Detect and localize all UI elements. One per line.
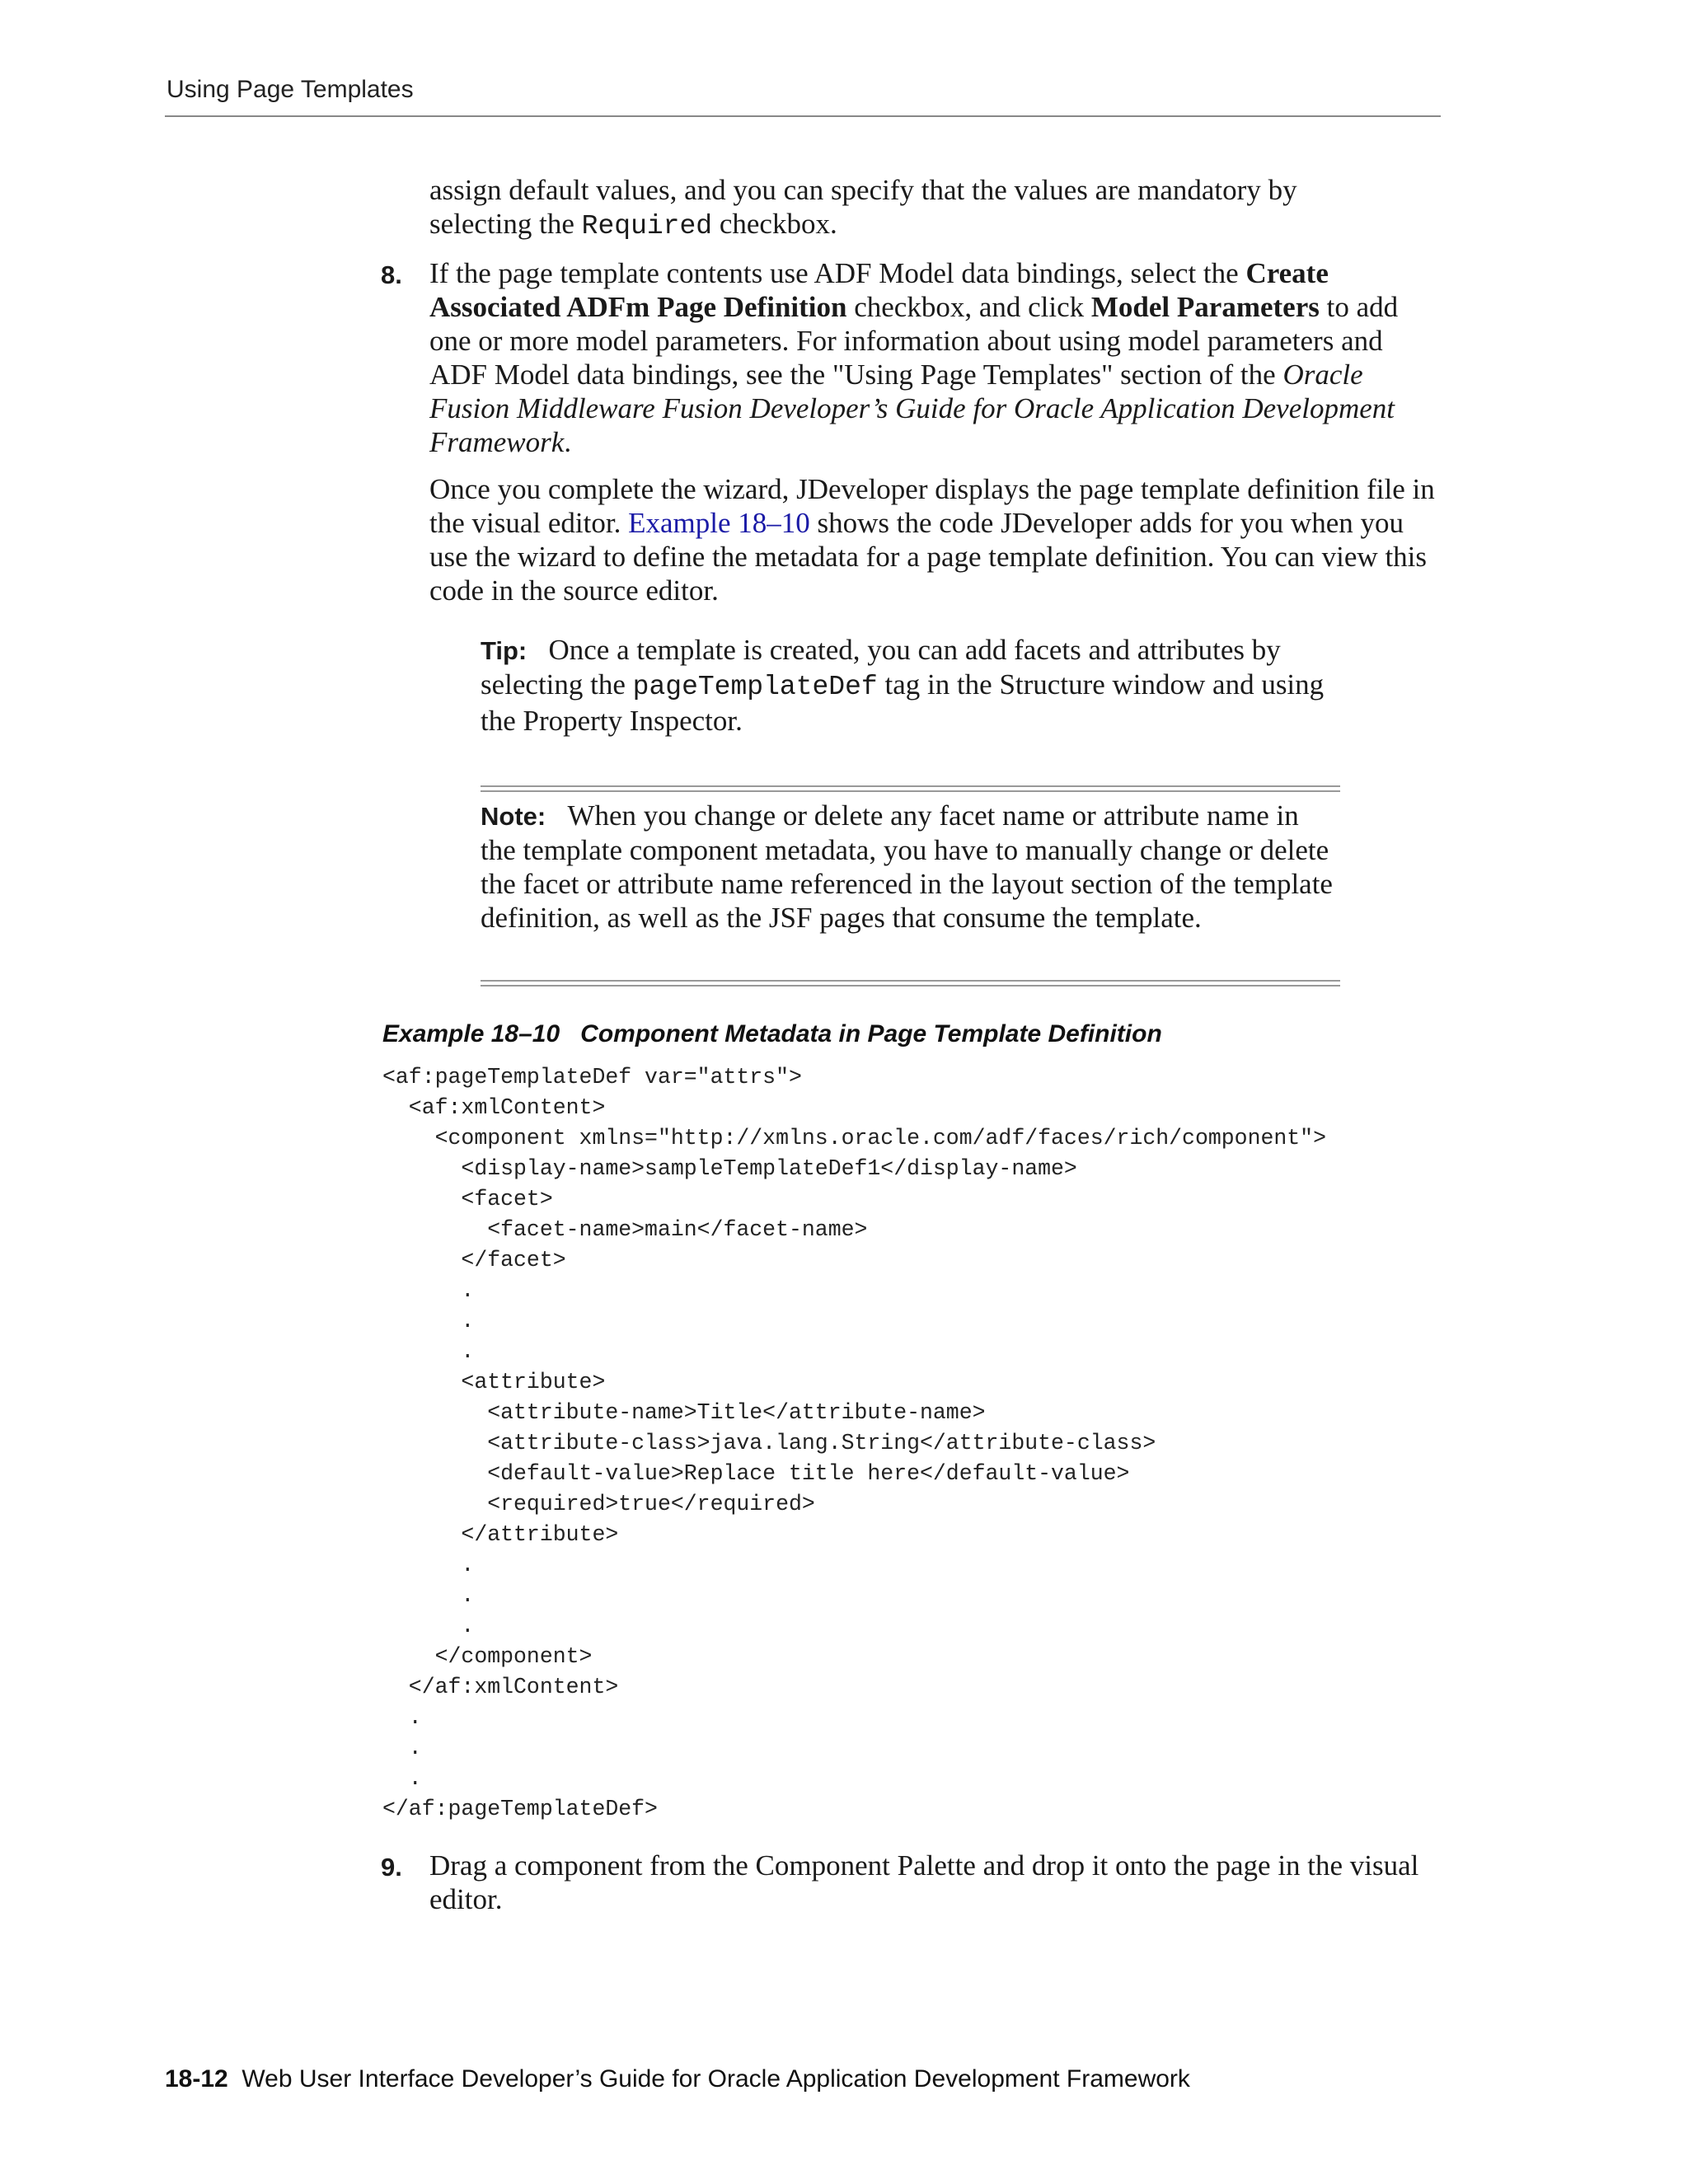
wizard-text-1: Once you complete the wizard, JDeveloper displays the page template definition file in the visual editor.: [429, 473, 1435, 539]
example-label: Example 18–10: [382, 1020, 560, 1047]
note-bottom-rule: [481, 980, 1340, 987]
tip-text-1: Once a template is created, you can add facets and attributes by selecting the: [481, 634, 1281, 701]
note-text: When you change or delete any facet name or attribute name in the template component metadata, you have to manually change or delete the facet or attribute name referenced in the layout section of the template definition, as well as the JSF pages that consume the template.: [481, 799, 1333, 934]
step7-continuation: [429, 173, 1439, 243]
wizard-paragraph: [429, 472, 1439, 607]
step-8-text-1: If the page template contents use ADF Model data bindings, select the: [429, 257, 1246, 289]
continuation-line-1: assign default values, and you can specify that the values are mandatory by: [429, 174, 1297, 206]
book-title: Web User Interface Developer’s Guide for Oracle Application Development Framework: [241, 2065, 1190, 2093]
note-top-rule: [481, 785, 1340, 792]
step-9-number: 9.: [381, 1853, 402, 1882]
guide-title-italic: Oracle Fusion Middleware Fusion Developer’s Guide for Oracle Application Development Framework: [429, 359, 1395, 458]
running-header: Using Page Templates: [166, 76, 414, 103]
step-8-text-2: checkbox, and click: [846, 291, 1091, 323]
continuation-text: selecting the: [429, 208, 582, 240]
step-8-text-3: to add one or more model parameters. For information about using model parameters and ADF Model data bindings, see the "Using Page Templates" section of the: [429, 291, 1399, 391]
tip-label: Tip:: [481, 636, 528, 665]
note-label: Note:: [481, 802, 546, 831]
page-template-def-code: pageTemplateDef: [632, 672, 878, 702]
example-title: [382, 1020, 1162, 1048]
required-code: Required: [581, 211, 713, 241]
page-number: 18-12: [165, 2065, 228, 2093]
tip-text-2: tag in the Structure window and using the Property Inspector.: [481, 668, 1325, 737]
example-18-10-link[interactable]: Example 18–10: [628, 507, 810, 539]
continuation-text-end: checkbox.: [712, 208, 837, 240]
model-parameters-label: Model Parameters: [1090, 291, 1320, 323]
step-8-paragraph: [429, 256, 1439, 459]
create-adfm-checkbox-label: Create Associated ADFm Page Definition: [429, 257, 1329, 323]
tip-box: [481, 633, 1340, 738]
step-9-paragraph: Drag a component from the Component Palette and drop it onto the page in the visual editor.: [429, 1849, 1419, 1915]
note-box: [481, 799, 1340, 935]
example-caption: Component Metadata in Page Template Definition: [580, 1020, 1162, 1047]
step-8-number: 8.: [381, 260, 402, 289]
step-8-text-4: .: [564, 426, 572, 458]
wizard-text-2: shows the code JDeveloper adds for you when you use the wizard to define the metadata for a page template definition. You can view this code in the source editor.: [429, 507, 1428, 607]
continuation-line-2: [429, 207, 1439, 243]
page-footer: [165, 2065, 1190, 2093]
header-divider: [165, 115, 1441, 117]
code-listing: <af:pageTemplateDef var="attrs"> <af:xmlContent> <component xmlns="http://xmlns.oracle.com/adf/faces/rich/component"> <display-name>sampleTemplateDef1</display-name> <facet> <facet-name>main</facet-name> </facet> . . . <attribute> <attribute-name>Title</attribute-name> <attribute-class>java.lang.String</attribute-class> <default-value>Replace title here</default-value> <required>true</required> </attribute> . . . </component> </af:xmlContent> . . . </af:pageTemplateDef>: [382, 1065, 1326, 1821]
